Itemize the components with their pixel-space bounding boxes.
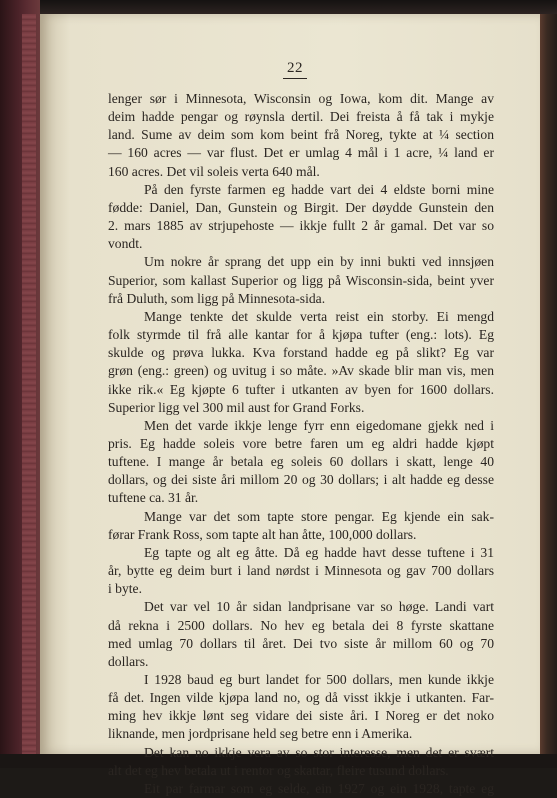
text-line: land. Sume av deim som kom beint frå Noreg, tykte at ¼ section — [108, 127, 494, 143]
text-line: fødde: Daniel, Dan, Gunstein og Birgit. Der døydde Gunstein den — [108, 199, 494, 215]
text-line: førar Frank Ross, som tapte alt han åtte, 100,000 dollars. — [108, 526, 417, 542]
text-line: få det. Ingen vilde kjøpa land no, og då visst ikkje i utkanten. Far- — [108, 690, 494, 706]
page-number: 22 — [283, 60, 307, 79]
text-line: pris. Eg hadde soleis vore betre faren um eg aldri hadde kjøpt — [108, 435, 494, 451]
text-line: grøn (eng.: green) og uvitug i so måte. »Av skade blir man vis, men — [108, 363, 494, 379]
text-line: skulde og prøva lukka. Kva forstand hadde eg på slikt? Eg var — [108, 345, 494, 361]
text-line: tuftene. I mange år betala eg soleis 60 dollars i skatt, lenge 40 — [108, 454, 494, 470]
text-line: I 1928 baud eg burt landet for 500 dollars, men kunde ikkje — [144, 672, 494, 687]
text-line: Men det varde ikkje lenge fyrr enn eigedomane gjekk ned i — [144, 417, 494, 433]
text-line: Superior, som kallast Superior og ligg på Wisconsin-sida, beint yver — [108, 272, 494, 288]
text-line: då rekna i 2500 dollars. No hev eg betala dei 8 fyrste skattane — [108, 617, 494, 633]
text-line: Um nokre år sprang det upp ein by inni bukti ved innsjøen — [144, 254, 494, 270]
text-line: ikke rik.« Eg kjøpte 6 tufter i utkanten av byen for 1600 dollars. — [108, 381, 494, 397]
text-line: På den fyrste farmen eg hadde vart dei 4 eldste borni mine — [144, 181, 494, 197]
text-line: Det var vel 10 år sidan landprisane var so høge. Landi vart — [144, 599, 494, 615]
text-line: Superior ligg vel 300 mil aust for Grand Forks. — [108, 399, 365, 415]
bookmark-ribbon — [22, 14, 36, 754]
text-line: dollars. — [108, 653, 149, 669]
text-line: liknande, men jordprisane held seg betre enn i Amerika. — [108, 726, 413, 742]
text-line: 2. mars 1885 av strjupehoste — ikkje fullt 2 år gamal. Det var so — [108, 218, 494, 234]
text-line: Mange tenkte det skulde verta reist ein storby. Ei mengd — [144, 308, 494, 324]
text-line: Eit par farmar som eg selde, ein 1927 og ein 1928, tapte eg — [144, 780, 494, 796]
text-line: dollars, og dei siste åri millom 20 og 30 dollars; i alt hadde eg desse — [108, 472, 494, 488]
text-line: alt det eg hev betala ut i rentor og skattar, fleire tusund dollars. — [108, 762, 449, 778]
text-line: folk styrmde til frå alle kantar for å kjøpa tufter (eng.: lots). Eg — [108, 327, 494, 343]
book-cover-top — [0, 0, 557, 14]
book-page-edge — [540, 14, 557, 754]
text-line: frå Duluth, som ligg på Minnesota-sida. — [108, 290, 326, 306]
text-line: 160 acres. Det vil soleis verta 640 mål. — [108, 163, 320, 179]
text-line: med umlag 70 dollars til året. Dei tvo siste år millom 60 og 70 — [108, 635, 494, 651]
text-line: lenger sør i Minnesota, Wisconsin og Iowa, kom dit. Mange av — [108, 91, 494, 106]
text-line: vondt. — [108, 236, 143, 252]
text-line: Det kan no ikkje vera av so stor interesse, men det er svært — [144, 744, 494, 760]
text-line: deim hadde pengar og røynsla dertil. Dei freista å få tak i mykje — [108, 109, 494, 125]
text-line: — 160 acres — var flust. Det er umlag 4 mål i 1 acre, ¼ land er — [108, 145, 494, 161]
text-line: Eg tapte og alt eg åtte. Då eg hadde havt desse tuftene i 31 — [144, 544, 494, 560]
text-line: år, bytte eg deim burt i land nørdst i Minnesota og gav 700 dollars — [108, 563, 494, 579]
text-line: tuftene ca. 31 år. — [108, 490, 199, 506]
text-line: i byte. — [108, 581, 142, 597]
text-line: Mange var det som tapte store pengar. Eg kjende ein sak- — [144, 508, 494, 524]
body-text — [108, 90, 494, 798]
text-line: ming hev ikkje lønt seg vidare dei siste åri. I Noreg er det noko — [108, 708, 494, 724]
